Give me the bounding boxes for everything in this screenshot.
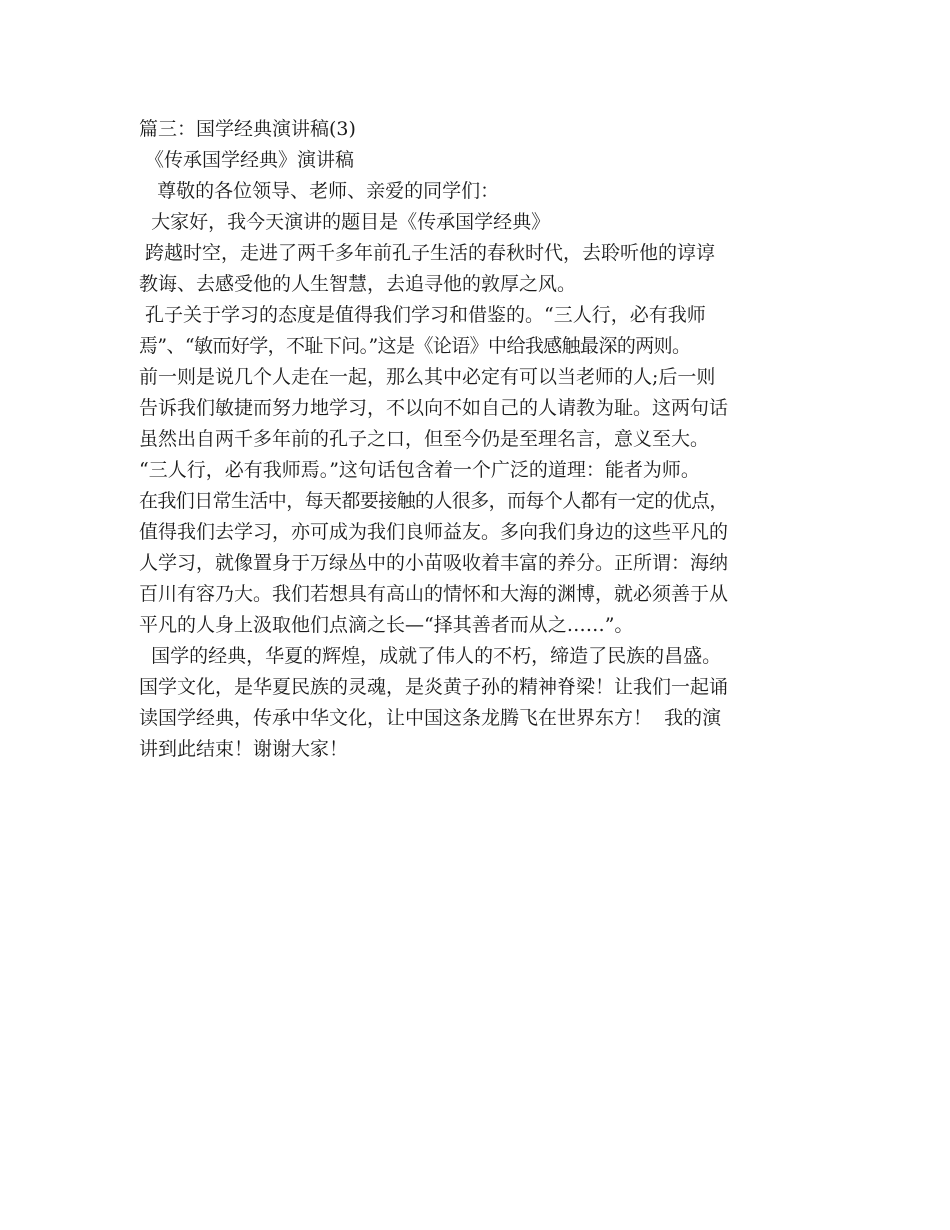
speech-text: [139, 114, 819, 765]
text-line: 值得我们去学习，亦可成为我们良师益友。多向我们身边的这些平凡的: [139, 521, 729, 543]
salutation-line: 尊敬的各位领导、老师、亲爱的同学们：: [139, 180, 500, 202]
speech-title-line: 《传承国学经典》演讲稿: [139, 149, 355, 171]
text-line: 虽然出自两千多年前的孔子之口，但至今仍是至理名言，意义至大。: [139, 428, 710, 450]
text-line: 讲到此结束！谢谢大家！: [139, 738, 349, 760]
text-line: 国学文化，是华夏民族的灵魂，是炎黄子孙的精神脊梁！让我们一起诵: [139, 676, 729, 698]
text-line: 百川有容乃大。我们若想具有高山的情怀和大海的渊博，就必须善于从: [139, 583, 729, 605]
text-line: 孔子关于学习的态度是值得我们学习和借鉴的。“三人行，必有我师: [139, 304, 706, 326]
text-line: 教诲、去感受他的人生智慧，去追寻他的敦厚之风。: [139, 273, 577, 295]
text-line: 平凡的人身上汲取他们点滴之长—“择其善者而从之……”。: [139, 614, 634, 636]
heading-line: 篇三：国学经典演讲稿(3): [139, 118, 356, 140]
text-line: 读国学经典，传承中华文化，让中国这条龙腾飞在世界东方！ 我的演: [139, 707, 722, 729]
text-line: 在我们日常生活中，每天都要接触的人很多，而每个人都有一定的优点，: [139, 490, 728, 512]
text-line: 前一则是说几个人走在一起，那么其中必定有可以当老师的人;后一则: [139, 366, 716, 388]
text-line: 大家好，我今天演讲的题目是《传承国学经典》: [139, 211, 551, 233]
text-line: 国学的经典，华夏的辉煌，成就了伟人的不朽，缔造了民族的昌盛。: [139, 645, 722, 667]
text-line: 人学习，就像置身于万绿丛中的小苗吸收着丰富的养分。正所谓：海纳: [139, 552, 729, 574]
text-line: 焉”、“敏而好学，不耻下问。”这是《论语》中给我感触最深的两则。: [139, 335, 691, 357]
text-line: “三人行，必有我师焉。”这句话包含着一个广泛的道理：能者为师。: [139, 459, 700, 481]
text-line: 跨越时空，走进了两千多年前孔子生活的春秋时代，去聆听他的谆谆: [139, 242, 716, 264]
text-line: 告诉我们敏捷而努力地学习，不以向不如自己的人请教为耻。这两句话: [139, 397, 729, 419]
